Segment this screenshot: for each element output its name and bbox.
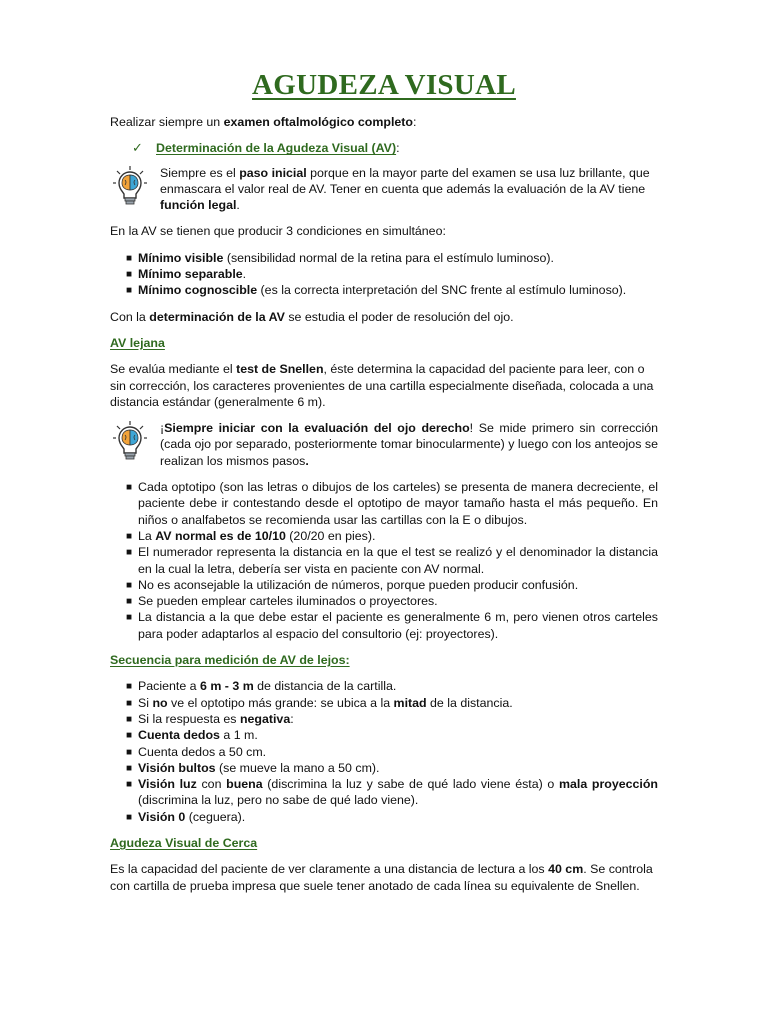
item-text: ve el optotipo más grande: se ubica a la (167, 695, 394, 710)
bullet-icon: ■ (126, 762, 133, 774)
item-bold: Mínimo separable (138, 267, 243, 282)
item-bold: buena (226, 777, 263, 792)
av-lejana-paragraph (110, 361, 658, 410)
item-text: (se mueve la mano a 50 cm). (215, 760, 380, 775)
list-item (110, 695, 658, 711)
item-text: (es la correcta interpretación del SNC frente al estímulo luminoso). (257, 283, 627, 298)
item-text: Paciente a (138, 679, 200, 694)
list-item (110, 776, 658, 809)
lejana-list (110, 479, 658, 642)
bullet-icon: ■ (126, 252, 133, 264)
section-heading-av-lejana (110, 335, 658, 351)
item-text: Si la respuesta es (138, 711, 240, 726)
note-text (160, 165, 658, 214)
item-text: No es aconsejable la utilización de números, porque pueden producir confusión. (138, 577, 579, 592)
bullet-icon: ■ (126, 811, 133, 823)
bullet-icon: ■ (126, 547, 133, 559)
intro-paragraph (110, 114, 658, 130)
item-bold: 6 m - 3 m (200, 679, 254, 694)
note-text (160, 420, 658, 469)
item-bold: AV normal es de 10/10 (155, 528, 286, 543)
list-item (110, 609, 658, 642)
note-ojo-derecho (110, 420, 658, 469)
resolution-text: se estudia el poder de resolución del ojo. (284, 309, 514, 324)
item-text: a 1 m. (219, 728, 258, 743)
list-item (110, 711, 658, 727)
list-item (110, 678, 658, 694)
paragraph-text: Se evalúa mediante el (110, 362, 237, 377)
item-text: La distancia a la que debe estar el paciente es generalmente 6 m, pero vienen otros carteles para poder adaptarlos al espacio del consultorio (ej: proyectores). (138, 610, 658, 641)
item-bold: negativa (239, 711, 291, 726)
paragraph-text: . Se controla con cartilla de prueba impresa que suele tener anotado de cada línea su equivalente de Snellen. (110, 862, 653, 893)
item-bold: mitad (393, 695, 427, 710)
bullet-icon: ■ (126, 697, 133, 709)
item-bold: Mínimo visible (138, 250, 224, 265)
item-text: . (242, 267, 247, 282)
lightbulb-brain-icon (112, 420, 160, 469)
note-bold: Siempre iniciar con la evaluación del ojo derecho (164, 421, 470, 436)
item-bold: Visión luz (138, 777, 197, 792)
item-text: Cada optotipo (son las letras o dibujos de los carteles) se presenta de manera decreciente, el paciente debe ir contestando desde el optotipo de mayor tamaño hasta el más pequeño. En niños o analfabetos se recomienda usar las cartillas con la E o dibujos. (138, 480, 658, 527)
list-item (110, 282, 658, 298)
cerca-paragraph (110, 861, 658, 894)
bullet-icon: ■ (126, 713, 133, 725)
item-text: (ceguera). (185, 809, 246, 824)
paragraph-text: , éste determina la capacidad del paciente para leer, con o sin corrección, los caracteres provenientes de una cartilla especialmente diseñada, colocada a una distancia estándar (generalmente 6 m). (110, 362, 654, 409)
item-bold: Visión bultos (138, 760, 216, 775)
check-item-suffix: : (396, 141, 400, 156)
list-item (110, 528, 658, 544)
note-bold: paso inicial (239, 165, 307, 180)
bullet-icon: ■ (126, 746, 133, 758)
item-text: Se pueden emplear carteles iluminados o proyectores. (138, 594, 438, 609)
resolution-paragraph (110, 309, 658, 325)
item-text: de la distancia. (426, 695, 513, 710)
section-heading-secuencia (110, 652, 658, 668)
item-bold: Cuenta dedos (138, 728, 220, 743)
item-text: (discrimina la luz y sabe de qué lado viene ésta) o (262, 777, 559, 792)
note-bold: función legal (160, 198, 237, 213)
bullet-icon: ■ (126, 579, 133, 591)
lightbulb-brain-icon (112, 165, 160, 214)
list-item (110, 593, 658, 609)
resolution-text: Con la (110, 309, 150, 324)
item-bold: Mínimo cognoscible (138, 283, 258, 298)
list-item (110, 760, 658, 776)
conditions-list (110, 250, 658, 299)
list-item (110, 479, 658, 528)
item-text: : (290, 711, 294, 726)
bullet-icon: ■ (126, 530, 133, 542)
paragraph-bold: test de Snellen (236, 362, 324, 377)
bullet-icon: ■ (126, 596, 133, 608)
item-bold: mala proyección (558, 777, 658, 792)
note-text-part: Siempre es el (160, 165, 240, 180)
check-item (132, 140, 658, 156)
paragraph-bold: 40 cm (548, 862, 584, 877)
heading-text: AV lejana (110, 335, 165, 350)
section-heading-cerca (110, 835, 658, 851)
bullet-icon: ■ (126, 269, 133, 281)
resolution-bold: determinación de la AV (149, 309, 285, 324)
note-paso-inicial (110, 165, 658, 214)
item-text: Si (138, 695, 153, 710)
paragraph-text: Es la capacidad del paciente de ver claramente a una distancia de lectura a los (110, 862, 549, 877)
list-item (110, 266, 658, 282)
note-text-part: ¡ (160, 421, 165, 436)
intro-text: Realizar siempre un (110, 115, 224, 129)
item-text: (discrimina la luz, pero no sabe de qué lado viene). (138, 793, 419, 808)
note-text-part: porque en la mayor parte del examen se usa luz brillante, que enmascara el valor real de AV. Tener en cuenta que además la evaluación de la AV tiene (160, 165, 650, 196)
list-item (110, 809, 658, 825)
list-item (110, 544, 658, 577)
bullet-icon: ■ (126, 730, 133, 742)
item-bold: Visión 0 (138, 809, 186, 824)
item-text: El numerador representa la distancia en la que el test se realizó y el denominador la distancia en la cual la letra, debería ser vista en paciente con AV normal. (138, 545, 658, 576)
list-item (110, 744, 658, 760)
list-item (110, 727, 658, 743)
bullet-icon: ■ (126, 285, 133, 297)
document-page (110, 68, 658, 904)
bullet-icon: ■ (126, 612, 133, 624)
list-item (110, 577, 658, 593)
checkmark-icon: ✓ (132, 140, 143, 156)
item-text: La (138, 528, 156, 543)
intro-bold: examen oftalmológico completo (223, 115, 413, 129)
item-text: (sensibilidad normal de la retina para el estímulo luminoso). (223, 250, 554, 265)
item-text: (20/20 en pies). (285, 528, 376, 543)
note-text-part: . (236, 198, 240, 213)
bullet-icon: ■ (126, 482, 133, 494)
item-text: de distancia de la cartilla. (253, 679, 397, 694)
page-title: AGUDEZA VISUAL (252, 69, 516, 101)
secuencia-list (110, 678, 658, 825)
note-text-part: ! Se mide primero sin corrección (cada ojo por separado, posteriormente tomar binocularmente) y luego con los anteojos se realizan los mismos pasos (160, 421, 658, 468)
item-bold: no (152, 695, 168, 710)
bullet-icon: ■ (126, 779, 133, 791)
check-item-label: Determinación de la Agudeza Visual (AV) (156, 141, 397, 156)
item-text: Cuenta dedos a 50 cm. (138, 744, 267, 759)
bullet-icon: ■ (126, 681, 133, 693)
intro-suffix: : (412, 115, 417, 129)
note-bold: . (305, 453, 309, 468)
heading-text: Secuencia para medición de AV de lejos: (110, 653, 350, 668)
list-item (110, 250, 658, 266)
heading-text: Agudeza Visual de Cerca (110, 835, 258, 850)
item-text: con (196, 777, 227, 792)
conditions-intro: En la AV se tienen que producir 3 condiciones en simultáneo: (110, 224, 446, 239)
